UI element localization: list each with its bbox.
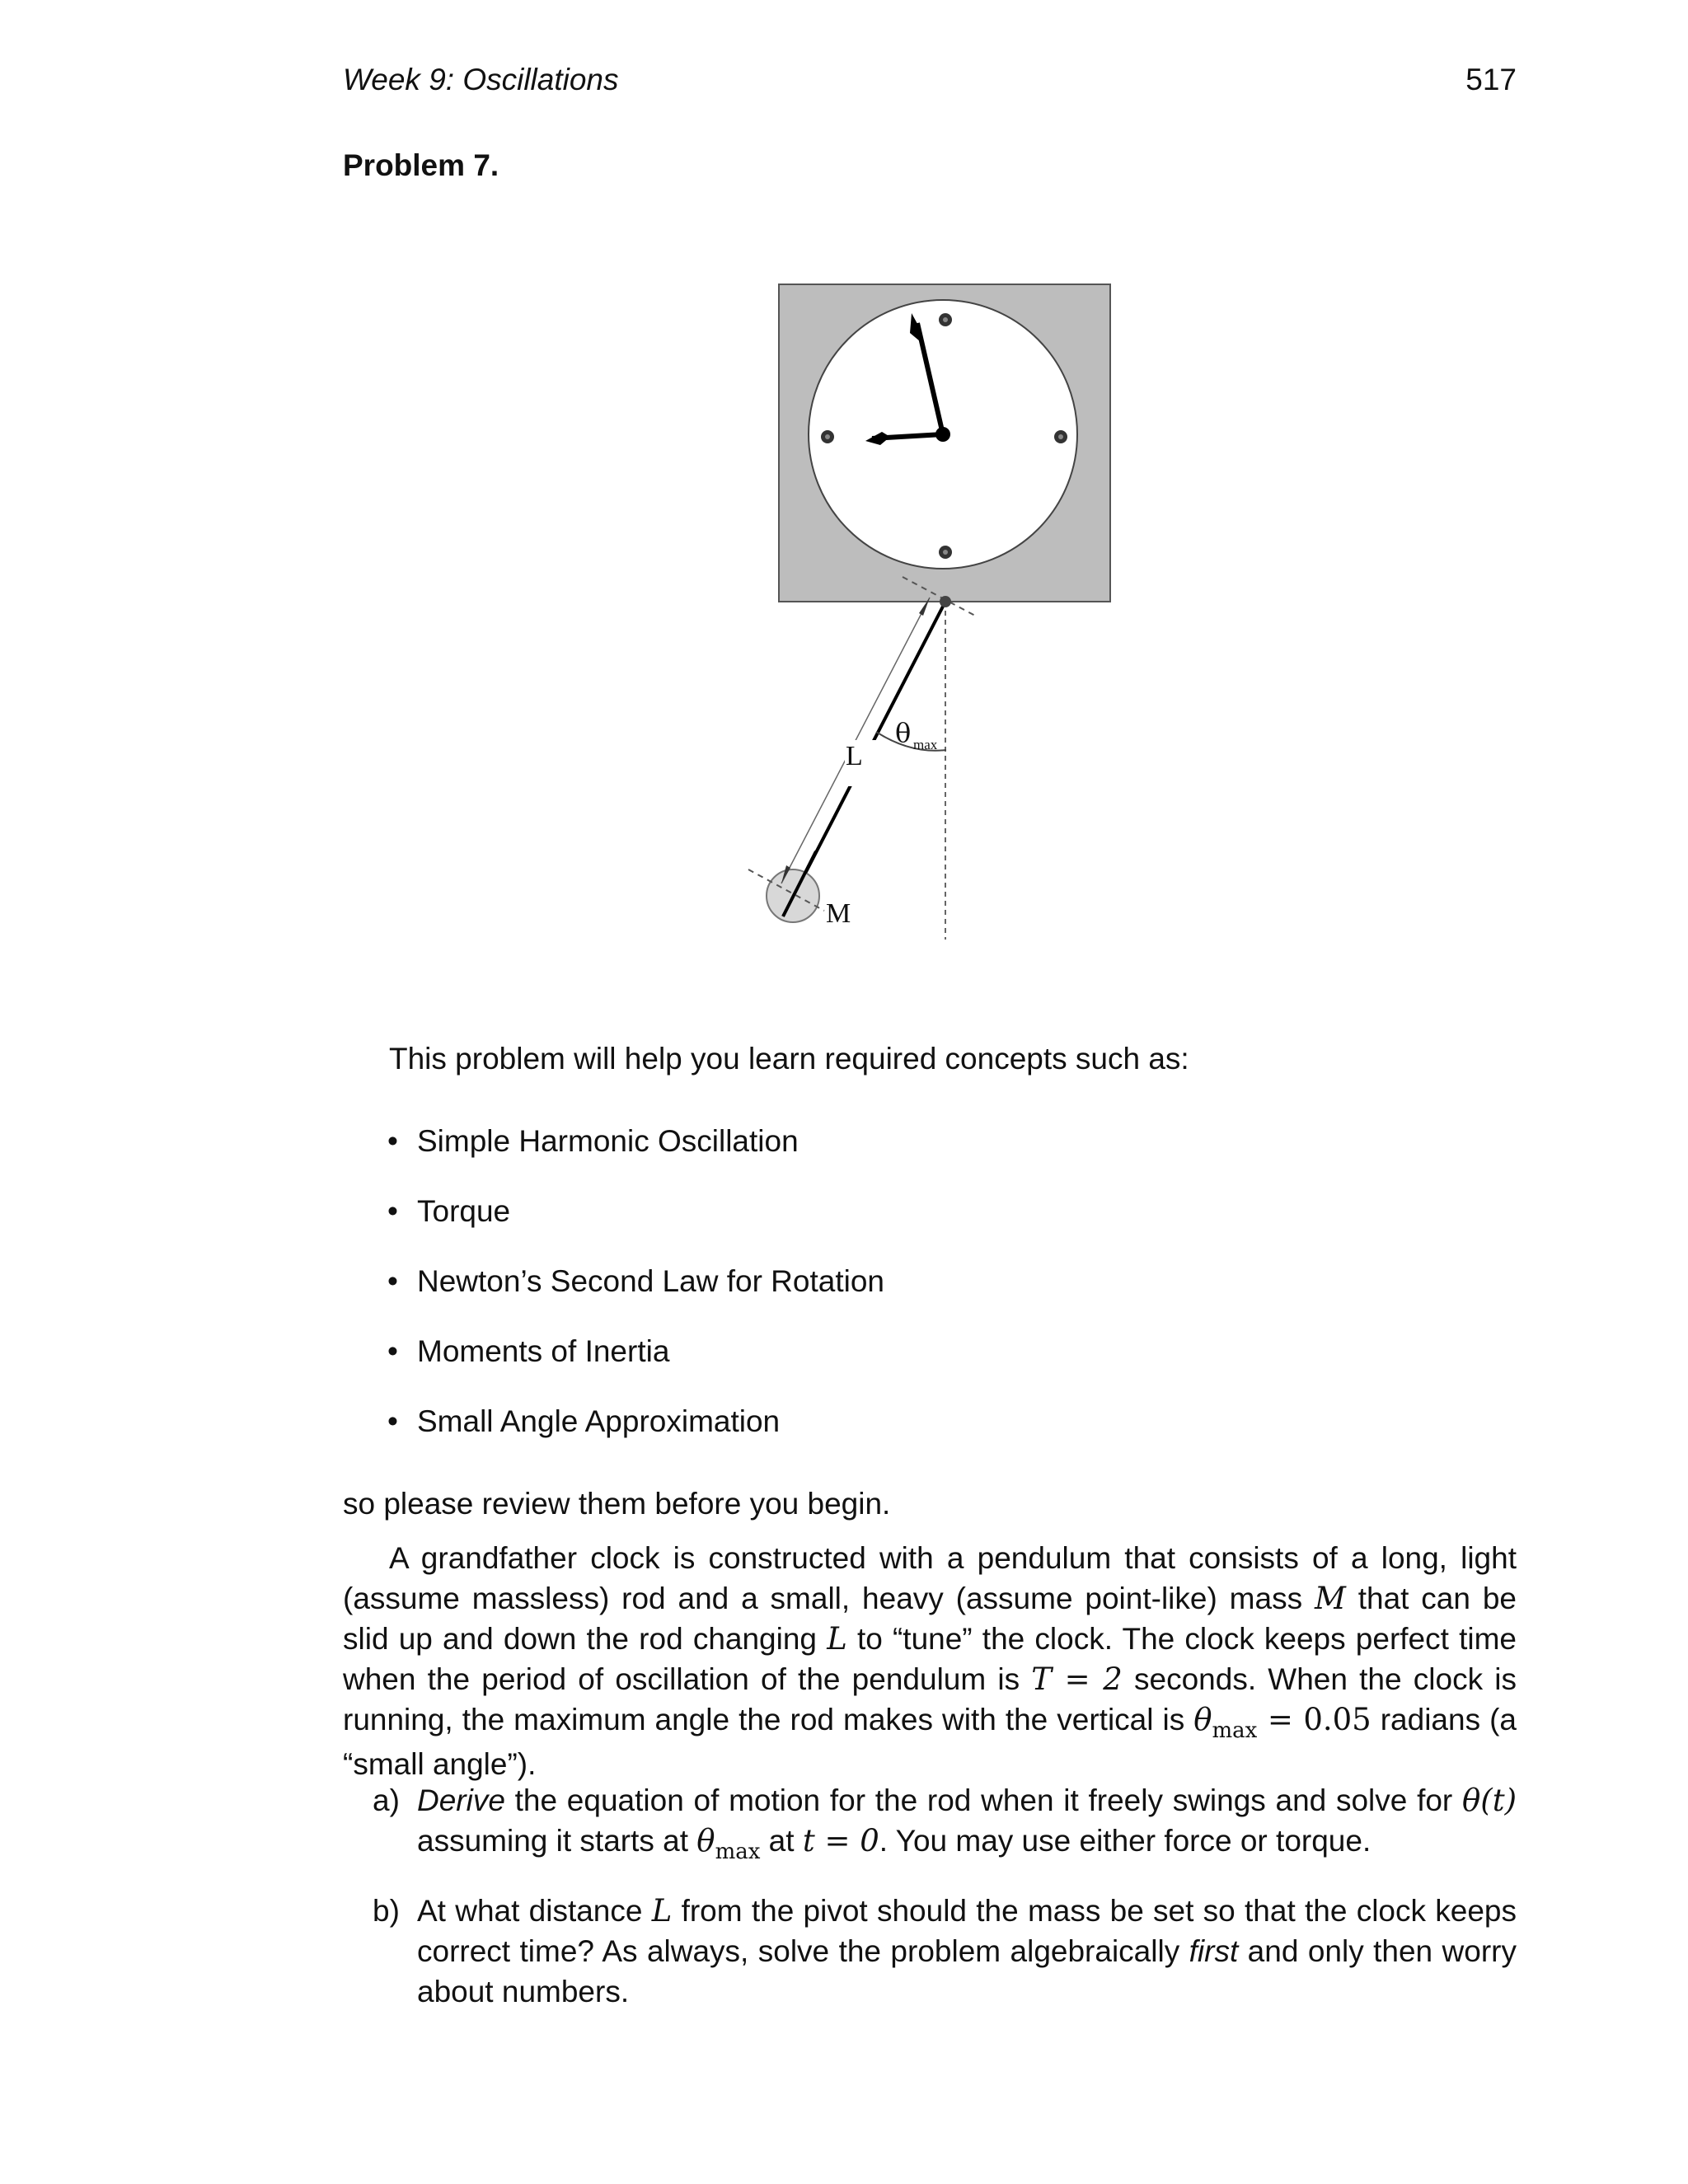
list-item: • Small Angle Approximation: [384, 1401, 884, 1471]
pivot-point: [940, 596, 951, 607]
bullet-icon: •: [387, 1404, 398, 1438]
clock-center: [935, 427, 950, 442]
bullet-icon: •: [387, 1124, 398, 1158]
list-item: • Newton’s Second Law for Rotation: [384, 1261, 884, 1331]
concept-list: [384, 1121, 884, 1471]
bullet-icon: •: [387, 1334, 398, 1368]
bullet-icon: •: [387, 1194, 398, 1228]
theta-subscript-label: max: [913, 737, 938, 752]
running-header-chapter: Week 9: Oscillations: [343, 63, 619, 96]
intro-text: This problem will help you learn required concepts such as:: [389, 1042, 1189, 1076]
mass-label: M: [826, 898, 851, 929]
review-text: so please review them before you begin.: [343, 1487, 891, 1521]
list-item: • Moments of Inertia: [384, 1331, 884, 1401]
part-a-body: Derive the equation of motion for the rod when it freely swings and solve for θ(t) assuming it starts at $\theta_{max}$ at t = 0. You may use either force or torque.: [417, 1783, 1517, 1864]
theta-label: θ: [895, 717, 912, 748]
list-item: • Torque: [384, 1191, 884, 1261]
page-number: 517: [1465, 63, 1517, 96]
pendulum-clock-figure: [725, 272, 1137, 948]
part-b-label: b): [373, 1894, 400, 1928]
list-item: • Simple Harmonic Oscillation: [384, 1121, 884, 1191]
bullet-icon: •: [387, 1264, 398, 1298]
length-label: L: [846, 741, 863, 771]
part-a: [373, 1780, 1517, 1865]
part-b: [373, 1891, 1517, 2012]
part-b-body: At what distance L from the pivot should the mass be set so that the clock keeps correct time? As always, solve the problem algebraically first and only then worry about numbers.: [417, 1893, 1517, 2008]
part-a-label: a): [373, 1783, 400, 1817]
problem-title: Problem 7.: [343, 148, 499, 182]
problem-statement: A grandfather clock is constructed with a pendulum that consists of a long, light (assume massless) rod and a small, heavy (assume point-like) mass M that can be slid up and down the rod changing L to “tune” the clock. The clock keeps perfect time when the period of oscillation of the pendulum is T = 2 seconds. When the clock is running, the maximum angle the rod makes with the vertical is $\theta_{max} = 0.05$ radians (a “small angle”).: [343, 1541, 1517, 1781]
